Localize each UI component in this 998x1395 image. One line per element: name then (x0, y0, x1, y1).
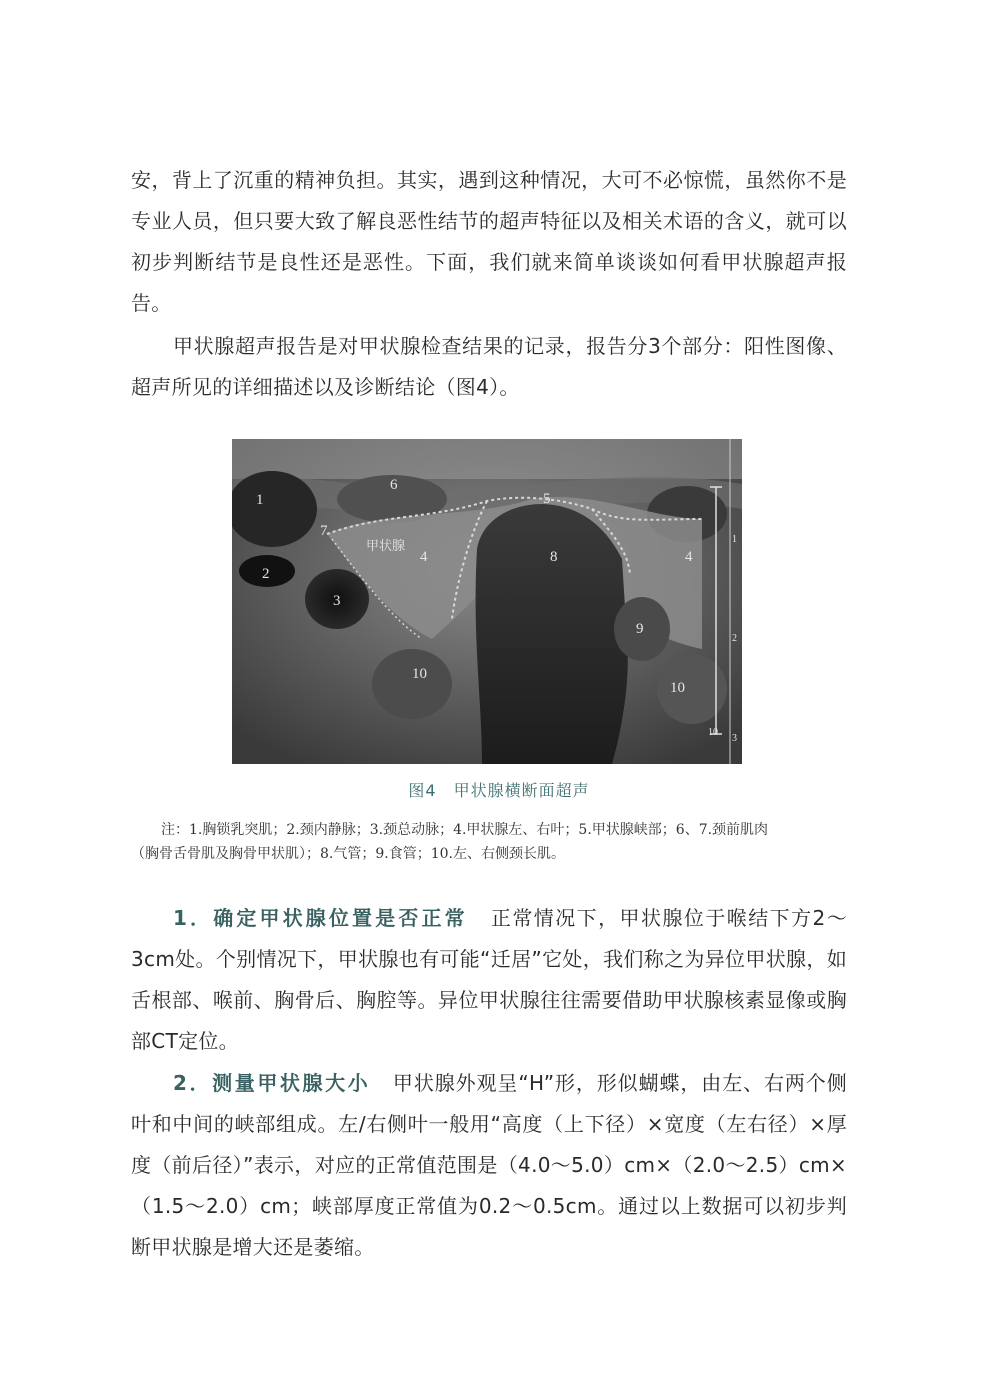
figure-note (131, 818, 847, 866)
label-5: 5 (543, 491, 551, 507)
label-7: 7 (320, 523, 328, 539)
paragraph-1: 安，背上了沉重的精神负担。其实，遇到这种情况，大可不必惊慌，虽然你不是专业人员，但只要大致了解良恶性结节的超声特征以及相关术语的含义，就可以初步判断结节是良性还是恶性。下面，我们就来简单谈谈如何看甲状腺超声报告。 (131, 168, 847, 315)
figure-caption: 图4 甲状腺横断面超声 (408, 781, 590, 800)
paragraph-4 (131, 1063, 847, 1268)
paragraph-2: 甲状腺超声报告是对甲状腺检查结果的记录，报告分3个部分：阳性图像、超声所见的详细描述以及诊断结论（图4）。 (131, 334, 847, 399)
section-heading-1: 1．确定甲状腺位置是否正常 (173, 906, 468, 930)
label-10-right: 10 (670, 680, 685, 696)
section-heading-2: 2．测量甲状腺大小 (173, 1071, 371, 1095)
paragraph-3 (131, 898, 847, 1062)
label-1: 1 (256, 492, 264, 508)
label-thyroid: 甲状腺 (366, 539, 406, 554)
figure-note-line-1: 注：1.胸锁乳突肌；2.颈内静脉；3.颈总动脉；4.甲状腺左、右叶；5.甲状腺峡部；6、7.颈前肌肉 (161, 822, 769, 838)
scale-1: 1 (732, 534, 737, 545)
label-8: 8 (550, 549, 558, 565)
label-10-left: 10 (412, 666, 427, 682)
ultrasound-graphic (232, 439, 742, 764)
label-4-right: 4 (685, 549, 693, 565)
label-9: 9 (636, 621, 644, 637)
ultrasound-image (232, 439, 742, 764)
label-4-left: 4 (420, 549, 428, 565)
label-2: 2 (262, 566, 270, 582)
scale-2: 2 (732, 633, 737, 644)
label-3: 3 (333, 593, 341, 609)
paragraph-4-body: 甲状腺外观呈“H”形，形似蝴蝶，由左、右两个侧叶和中间的峡部组成。左/右侧叶一般用“高度（上下径）×宽度（左右径）×厚度（前后径）”表示，对应的正常值范围是（4.0～5.0）cm×（2.0～2.5）cm×（1.5～2.0）cm；峡部厚度正常值为0.2～0.5cm。通过以上数据可以初步判断甲状腺是增大还是萎缩。 (131, 1071, 847, 1259)
label-6: 6 (390, 477, 398, 493)
paragraph-3-body: 正常情况下，甲状腺位于喉结下方2～3cm处。个别情况下，甲状腺也有可能“迁居”它处，我们称之为异位甲状腺，如舌根部、喉前、胸骨后、胸腔等。异位甲状腺往往需要借助甲状腺核素显像或胸部CT定位。 (131, 906, 847, 1053)
scale-3: 3 (732, 733, 737, 744)
figure-note-line-2: （胸骨舌骨肌及胸骨甲状肌）；8.气管；9.食管；10.左、右侧颈长肌。 (131, 846, 565, 862)
scale-10: 10 (708, 727, 718, 738)
